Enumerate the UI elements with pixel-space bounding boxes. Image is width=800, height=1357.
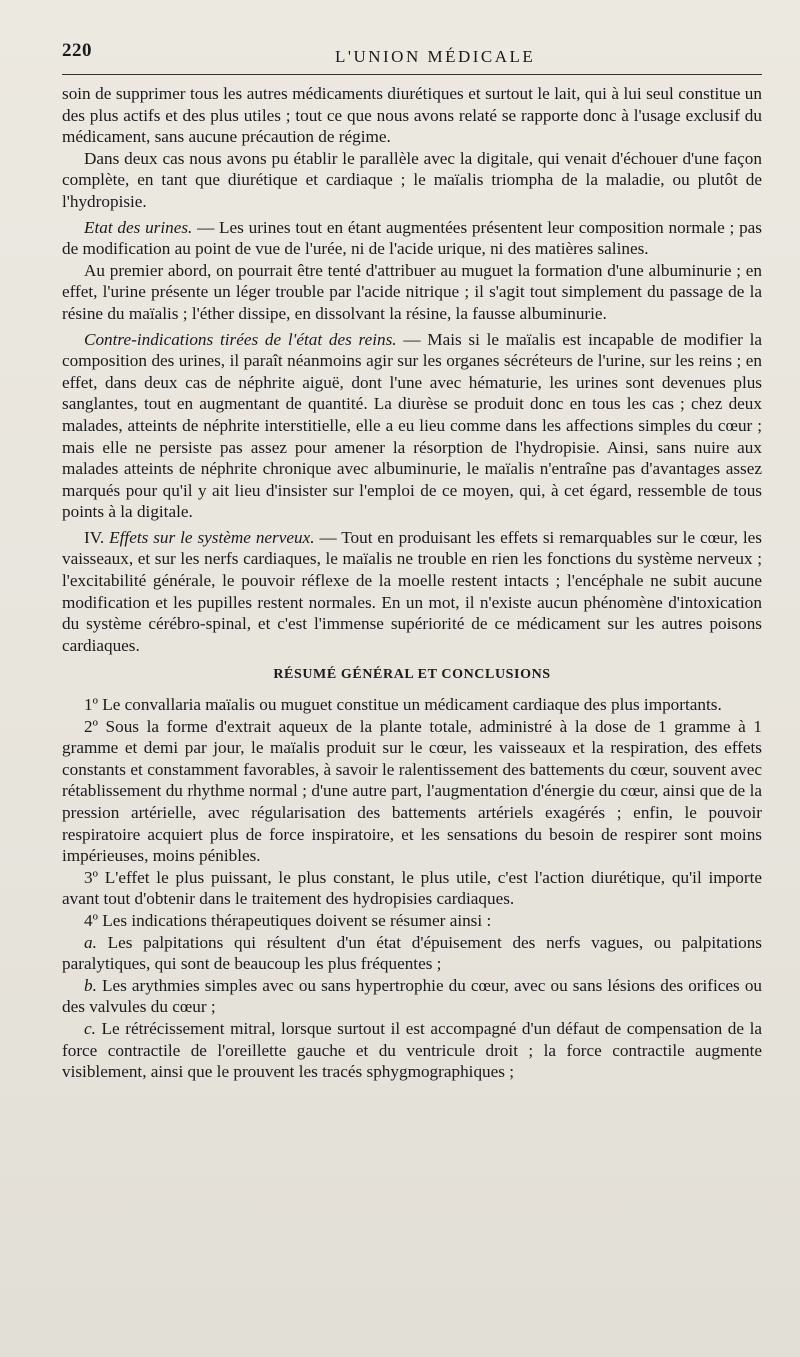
indication-item: b. Les arythmies simples avec ou sans hypertrophie du cœur, avec ou sans lésions des orifices ou des valvules du cœur ; (62, 975, 763, 1017)
conclusion-item: 2º Sous la forme d'extrait aqueux de la plante totale, administré à la dose de 1 gramme à 1 gramme et demi par jour, le maïalis produit sur le cœur, les vaisseaux et la respiration, des effets constants et constamment favorables, à savoir le ralentissement des battements du cœur, souvent avec rétablissement du rhythme normal ; d'une autre part, l'augmentation d'énergie du cœur, ainsi que de la pression artérielle, avec régularisation des battements artériels exagérés ; enfin, le pouvoir respiratoire acquiert plus de force inspiratoire, et les sensations du besoin de respirer sont moins impérieuses, moins pénibles. (62, 716, 762, 866)
paragraph: Contre-indications tirées de l'état des reins. — Mais si le maïalis est incapable de modifier la composition des urines, il paraît néanmoins agir sur les organes sécréteurs de l'urine, sur les reins ; en effet, dans deux cas de néphrite aiguë, dont l'une avec hématurie, les urines sont devenues plus sanglantes, tout en augmentant de quantité. La diurèse se produit donc en tous les cas ; chez deux malades, atteints de néphrite interstitielle, elle a eu lieu comme dans les affections simples du cœur ; mais elle ne persiste pas assez pour amener la résorption de l'hydropisie. Ainsi, sans nuire aux malades atteints de néphrite chronique avec albuminurie, le maïalis n'entraîne pas d'avantages assez marqués pour qu'il y ait lieu d'insister sur l'emploi de ce moyen, qui, à cet égard, ressemble de tous points à la digitale. (62, 329, 762, 522)
paragraph: Au premier abord, on pourrait être tenté d'attribuer au muguet la formation d'une albuminurie ; en effet, l'urine présente un léger trouble par l'acide nitrique ; il s'agit tout simplement du passage de la résine du maïalis ; l'éther dissipe, en dissolvant la résine, la fausse albuminurie. (62, 260, 762, 323)
running-head: L'UNION MÉDICALE (335, 47, 536, 66)
paragraph: soin de supprimer tous les autres médicaments diurétiques et surtout le lait, qui à lui seul constitue un des plus actifs et des plus utiles ; tout ce que nous avons relaté se rapporte donc à l'usage exclusif du médicament, sans aucune précaution de régime. (62, 84, 762, 147)
paragraph: Etat des urines. — Les urines tout en étant augmentées présentent leur composition normale ; pas de modification au point de vue de l'urée, ni de l'acide urique, ni des matières salines. (62, 217, 762, 259)
page-number: 220 (62, 40, 92, 61)
paragraph: IV. Effets sur le système nerveux. — Tout en produisant les effets si remarquables sur le cœur, les vaisseaux, et sur les nerfs cardiaques, le maïalis ne trouble en rien les fonctions du système nerveux ; l'excitabilité générale, le pouvoir réflexe de la moelle restent intacts ; l'encéphale ne subit aucune modification et les pupilles restent normales. En un mot, il n'existe aucun phénomène d'intoxication du système cérébro-spinal, et c'est l'immense supériorité de ce médicament sur les autres poisons cardiaques. (62, 527, 763, 655)
body-text (62, 83, 762, 1083)
conclusion-item: 1º Le convallaria maïalis ou muguet constitue un médicament cardiaque des plus importants. (84, 695, 722, 715)
section-title: RÉSUMÉ GÉNÉRAL ET CONCLUSIONS (273, 667, 551, 683)
paragraph-lead: Contre-indications tirées de l'état des reins. (84, 329, 397, 349)
indication-item: a. Les palpitations qui résultent d'un état d'épuisement des nerfs vagues, ou palpitations paralytiques, qui sont de beaucoup les plus fréquentes ; (62, 932, 762, 974)
indication-item: c. Le rétrécissement mitral, lorsque surtout il est accompagné d'un défaut de compensation de la force contractile de l'oreillette gauche et du ventricule droit ; la force contractile augmente visiblement, ainsi que le prouvent les tracés sphygmographiques ; (62, 1018, 763, 1082)
paragraph-lead: Effets sur le système nerveux. (109, 527, 315, 547)
paragraph-lead: Etat des urines. (84, 217, 193, 237)
indication-letter: b. (84, 975, 97, 995)
conclusion-item: 4º Les indications thérapeutiques doivent se résumer ainsi : (84, 910, 492, 930)
indication-letter: c. (84, 1018, 96, 1038)
indication-letter: a. (84, 932, 97, 952)
conclusion-item: 3º L'effet le plus puissant, le plus constant, le plus utile, c'est l'action diurétique, qu'il importe avant tout d'obtenir dans le traitement des hydropisies cardiaques. (62, 867, 762, 909)
section-number: IV. (84, 527, 105, 547)
paragraph: Dans deux cas nous avons pu établir le parallèle avec la digitale, qui venait d'échouer d'une façon complète, en tant que diurétique et cardiaque ; le maïalis triompha de la maladie, ou plutôt de l'hydropisie. (62, 148, 762, 211)
